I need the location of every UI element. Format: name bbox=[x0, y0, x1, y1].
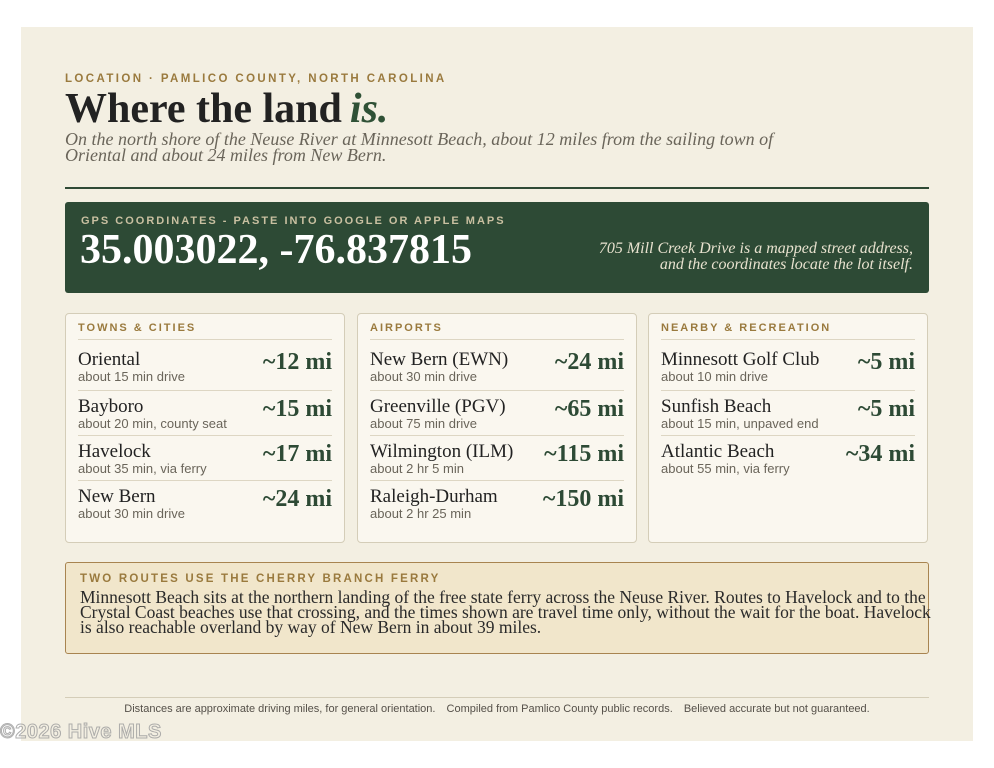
mls-watermark: ©2026 Hive MLS bbox=[0, 721, 162, 743]
place-distance: ~15 mi bbox=[262, 396, 332, 422]
place-detail: about 75 min drive bbox=[370, 416, 477, 431]
footer-source-note: Compiled from Pamlico County public records. bbox=[446, 703, 673, 715]
place-detail: about 35 min, via ferry bbox=[78, 461, 207, 476]
place-name: Sunfish Beach bbox=[661, 396, 772, 417]
place-distance: ~115 mi bbox=[544, 441, 624, 467]
place-name: Raleigh-Durham bbox=[370, 486, 498, 507]
place-detail: about 2 hr 25 min bbox=[370, 506, 472, 521]
gps-coordinates: 35.003022, -76.837815 bbox=[80, 227, 472, 273]
place-detail: about 15 min, unpaved end bbox=[661, 416, 819, 431]
place-name: Atlantic Beach bbox=[661, 441, 775, 462]
page-title-accent: is. bbox=[349, 86, 389, 132]
list-item bbox=[661, 390, 915, 436]
place-name: Greenville (PGV) bbox=[370, 396, 506, 417]
ferry-text: Minnesott Beach sits at the northern landing of the free state ferry across the Neuse River. Routes to Havelock and to the Crystal Coast beaches use that crossing, and the times shown are travel time only, without the wait for the boat. Havelock is also reachable overland by way of New Bern in about 39 miles. bbox=[80, 587, 931, 637]
list-item bbox=[370, 435, 624, 481]
list-item bbox=[78, 435, 332, 481]
place-distance: ~5 mi bbox=[857, 396, 915, 422]
page-subtitle: On the north shore of the Neuse River at Minnesott Beach, about 12 miles from the sailing town of Oriental and about 24 miles from New Bern. bbox=[65, 129, 774, 165]
gps-label: GPS COORDINATES - PASTE INTO GOOGLE OR APPLE MAPS bbox=[81, 215, 506, 227]
gps-note: 705 Mill Creek Drive is a mapped street address, and the coordinates locate the lot itself. bbox=[598, 240, 913, 273]
footer-distances-note: Distances are approximate driving miles, for general orientation. bbox=[124, 703, 436, 715]
place-distance: ~17 mi bbox=[262, 441, 332, 467]
place-distance: ~34 mi bbox=[845, 441, 915, 467]
place-name: Bayboro bbox=[78, 396, 144, 417]
footer-divider bbox=[65, 697, 929, 698]
place-distance: ~5 mi bbox=[857, 349, 915, 375]
place-distance: ~65 mi bbox=[554, 396, 624, 422]
place-distance: ~150 mi bbox=[542, 486, 624, 512]
card-title: NEARBY & RECREATION bbox=[661, 322, 915, 340]
ferry-title: TWO ROUTES USE THE CHERRY BRANCH FERRY bbox=[80, 573, 441, 585]
place-detail: about 30 min drive bbox=[78, 506, 185, 521]
place-name: New Bern bbox=[78, 486, 156, 507]
ferry-callout bbox=[65, 562, 929, 654]
list-item bbox=[370, 390, 624, 436]
flyer-page bbox=[21, 27, 973, 741]
place-detail: about 55 min, via ferry bbox=[661, 461, 790, 476]
list-item bbox=[78, 344, 332, 389]
place-name: Havelock bbox=[78, 441, 151, 462]
footer-disclaimer: Believed accurate but not guaranteed. bbox=[683, 703, 870, 715]
place-name: Oriental bbox=[78, 349, 141, 370]
list-item bbox=[370, 344, 624, 389]
list-item bbox=[661, 344, 915, 389]
list-item bbox=[78, 390, 332, 436]
card-title: TOWNS & CITIES bbox=[78, 322, 332, 340]
list-item bbox=[78, 480, 332, 526]
card-title: AIRPORTS bbox=[370, 322, 624, 340]
place-distance: ~24 mi bbox=[262, 486, 332, 512]
card-airports bbox=[357, 313, 637, 543]
list-item bbox=[370, 480, 624, 526]
place-detail: about 10 min drive bbox=[661, 369, 768, 384]
place-distance: ~24 mi bbox=[554, 349, 624, 375]
location-eyebrow: LOCATION · PAMLICO COUNTY, NORTH CAROLINA bbox=[65, 73, 447, 85]
place-name: Wilmington (ILM) bbox=[370, 441, 514, 462]
gps-panel bbox=[65, 202, 929, 293]
place-name: Minnesott Golf Club bbox=[661, 349, 820, 370]
place-detail: about 20 min, county seat bbox=[78, 416, 227, 431]
list-item bbox=[661, 435, 915, 481]
footer-note bbox=[65, 703, 929, 715]
place-detail: about 2 hr 5 min bbox=[370, 461, 464, 476]
place-distance: ~12 mi bbox=[262, 349, 332, 375]
place-detail: about 30 min drive bbox=[370, 369, 477, 384]
header-divider bbox=[65, 187, 929, 189]
page-title-main: Where the land bbox=[65, 86, 342, 132]
place-name: New Bern (EWN) bbox=[370, 349, 509, 370]
card-nearby-recreation bbox=[648, 313, 928, 543]
place-detail: about 15 min drive bbox=[78, 369, 185, 384]
page-title bbox=[65, 85, 388, 133]
card-towns-cities bbox=[65, 313, 345, 543]
